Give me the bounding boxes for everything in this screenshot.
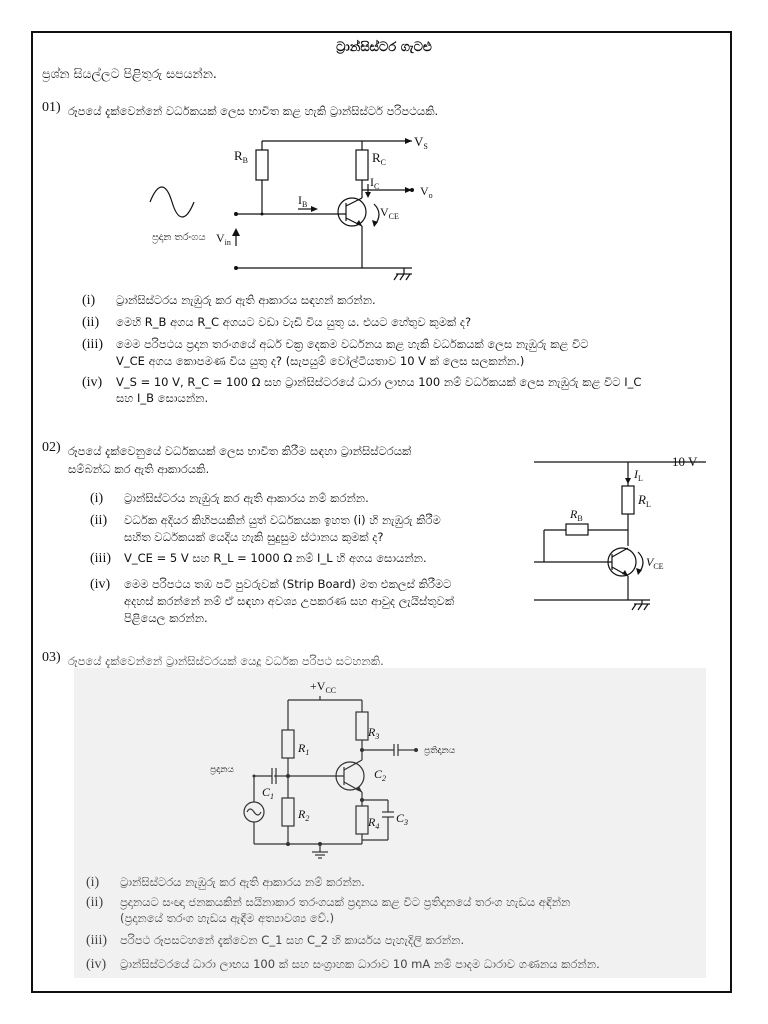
question-text-cont: සම්බන්ධ කර ඇති ආකාරයකි.: [68, 462, 210, 476]
question-text: රූපයේ දැක්වෙන්නේ වර්ධකයක් ලෙස භාවිත කළ හැකි ට්‍රාන්සිස්ටර් පරිපථයකි.: [68, 104, 439, 118]
question-number: 02): [42, 440, 61, 455]
output-label: ප්‍රතිදානය: [424, 746, 456, 756]
page-title: ට්‍රාන්සිස්ටර ගැටළු: [336, 40, 432, 55]
r1-label: $R_1$: [298, 741, 310, 757]
c3-label: $C_3$: [396, 811, 409, 827]
q3-sub-1: (i) ට්‍රාන්සිස්ටරය නැඹුරු කර ඇති ආකාරය නම් කරන්න.: [86, 875, 365, 890]
ic-label: $I_C$: [370, 175, 380, 191]
q3-sub-2-cont: (ප්‍රදානයේ තරංග හැඩය ඇඳීම අත්‍යාවශ්‍ය වේ.): [120, 911, 335, 925]
c2-label: $C_2$: [374, 767, 387, 783]
input-label: ප්‍රදානය: [210, 765, 234, 775]
q2-circuit-diagram: [525, 450, 725, 620]
rc-label: $R_C$: [372, 150, 387, 167]
q2-sub-4-cont2: පිළියෙල කරන්න.: [124, 611, 208, 625]
q2-sub-3: (iii) V_CE = 5 V සහ R_L = 1000 Ω නම් I_L හි අගය සොයන්න.: [90, 551, 427, 566]
q2-sub-2-cont: සහිත වර්ධකයක් යෙදිය හැකි සුදුසුම ස්ථානය කුමක් ද?: [124, 530, 384, 544]
c1-label: $C_1$: [262, 785, 275, 801]
rl-label: $R_L$: [638, 492, 651, 509]
vce-label: $V_{CE}$: [380, 205, 399, 221]
q3-circuit-diagram: [200, 670, 520, 860]
q1-circuit-diagram: [140, 125, 460, 285]
vce-label: $V_{CE}$: [646, 555, 664, 571]
q1-sub-4: (iv) V_S = 10 V, R_C = 100 Ω සහ ට්‍රාන්සිස්ටරයේ ධාරා ලාභය 100 නම් වර්ධකයක් ලෙස නැඹුරු කළ විට I_C: [82, 375, 642, 390]
r3-label: $R_3$: [368, 725, 380, 741]
q1-sub-3: (iii) මෙම පරිපථය ප්‍රදාන තරංගයේ අර්ධ චක්‍ර දෙකම වර්ධනය කළ හැකි වර්ධකයක් ලෙස නැඹුරු කළ විට: [82, 337, 589, 352]
ib-label: $I_B$: [298, 193, 308, 209]
q2-sub-1: (i) ට්‍රාන්සිස්ටරය නැඹුරු කර ඇති ආකාරය නම් කරන්න.: [90, 491, 369, 506]
il-label: $I_L$: [634, 467, 643, 483]
q3-sub-4: (iv) ට්‍රාන්සිස්ටරයේ ධාරා ලාභය 100 ක් සහ සංග්‍රාහක ධාරාව 10 mA නම් පාදම ධාරාව ගණනය කරන්න.: [86, 957, 600, 972]
instruction-text: ප්‍රශ්න සියල්ලට පිළිතුරු සපයන්න.: [42, 66, 217, 81]
q3-sub-2: (ii) ප්‍රදානයට සංඥා ජනකයකින් සයිනාකාර තරංගයක් ප්‍රදානය කළ විට ප්‍රතිදානයේ තරංග හැඩය අඳින්න: [86, 895, 571, 910]
q1-sub-2: (ii) මෙහි R_B අගය R_C අගයට වඩා වැඩි විය යුතු ය. එයට හේතුව කුමක් ද?: [82, 315, 472, 330]
r4-label: $R_4$: [368, 815, 380, 831]
supply-label: 10 V: [672, 454, 698, 469]
question-number: 01): [42, 100, 61, 115]
question-text: රූපයේ දැක්වෙන්නේ ට්‍රාන්සිස්ටරයක් යෙදූ වර්ධක පරිපථ සටහනකි.: [68, 654, 384, 668]
q2-sub-4: (iv) මෙම පරිපථය තඹ පටි පුවරුවක් (Strip Board) මත එකලස් කිරීමට: [90, 577, 452, 592]
rb-label: $R_B$: [234, 148, 249, 165]
q2-sub-4-cont: අදහස් කරන්නේ නම් ඒ සඳහා අවශ්‍ය උපකරණ සහ ආවුද ලැයිස්තුවක්: [124, 594, 455, 608]
r2-label: $R_2$: [298, 807, 310, 823]
q3-sub-3: (iii) පරිපථ රූපසටහනේ දැක්වෙන C_1 සහ C_2 හි කාර්යය පැහැදිලි කරන්න.: [86, 933, 465, 948]
vin-label: $V_{in}$: [216, 231, 231, 247]
vs-label: $V_S$: [414, 134, 428, 151]
vcc-label: $+V_{CC}$: [310, 679, 337, 695]
input-wave-label: ප්‍රදාන තරංගය: [152, 232, 206, 243]
q1-sub-4-cont: සහ I_B සොයන්න.: [116, 391, 209, 405]
q1-sub-3-cont: V_CE අගය කොපමණ විය යුතු ද? (සැපයුම් වෝල්ටීයතාව 10 V ක් ලෙස සලකන්න.): [116, 354, 525, 368]
question-number: 03): [42, 650, 61, 665]
q1-sub-1: (i) ට්‍රාන්සිස්ටරය නැඹුරු කර ඇති ආකාරය සඳහන් කරන්න.: [82, 293, 376, 308]
vo-label: $V_o$: [420, 184, 433, 200]
question-text: රූපයේ දැක්වෙනුයේ වර්ධකයක් ලෙස භාවිත කිරීම සඳහා ට්‍රාන්සිස්ටරයක්: [68, 444, 412, 458]
q2-sub-2: (ii) වර්ධක අදියර කිහිපයකින් යුත් වර්ධකයක ඉහත (i) හි නැඹුරු කිරීම: [90, 513, 441, 528]
rb-label: $R_B$: [570, 507, 583, 523]
